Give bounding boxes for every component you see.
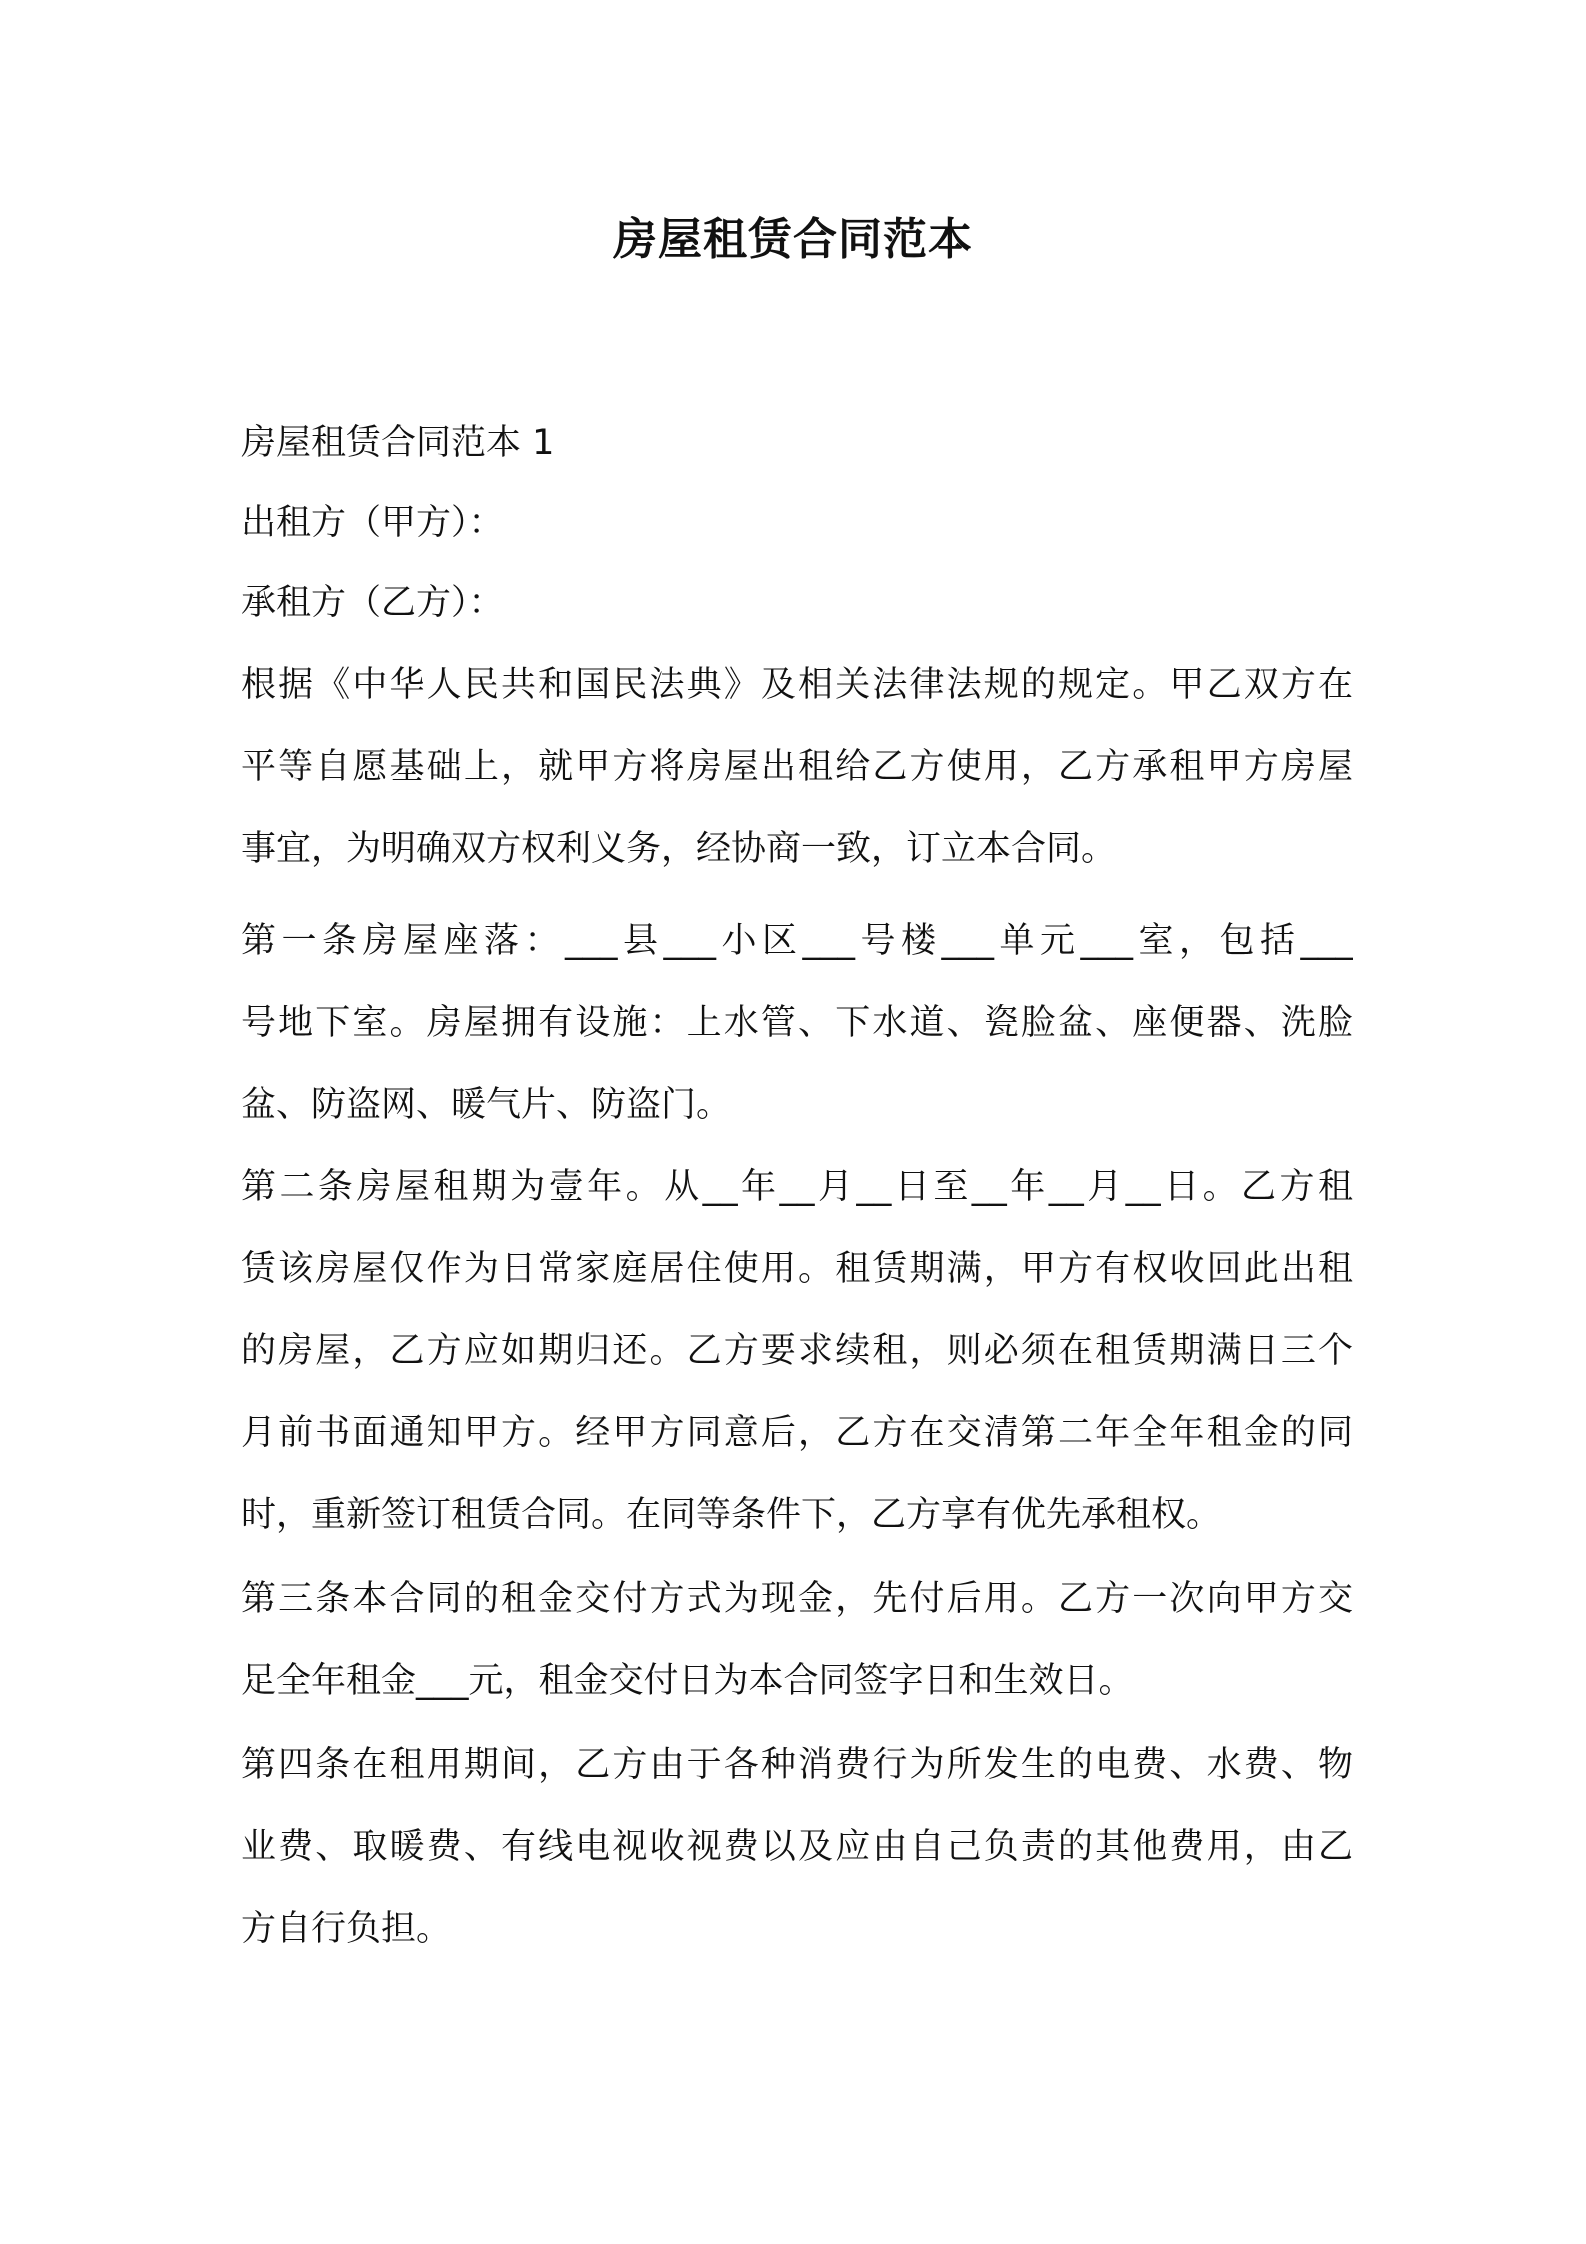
article-3-line: 第三条本合同的租金交付方式为现金，先付后用。乙方一次向甲方交 — [241, 1579, 1353, 1619]
article-2-line: 赁该房屋仅作为日常家庭居住使用。租赁期满，甲方有权收回此出租 — [241, 1249, 1353, 1289]
intro-line: 根据《中华人民共和国民法典》及相关法律法规的规定。甲乙双方在 — [241, 665, 1353, 705]
article-1-line: 第一条房屋座落：___县___小区___号楼___单元___室，包括___ — [241, 921, 1353, 961]
intro-line: 事宜，为明确双方权利义务，经协商一致，订立本合同。 — [241, 829, 1117, 869]
article-1-line: 盆、防盗网、暖气片、防盗门。 — [241, 1085, 732, 1125]
article-2-line: 时，重新签订租赁合同。在同等条件下，乙方享有优先承租权。 — [241, 1495, 1222, 1535]
contract-subtitle: 房屋租赁合同范本 1 — [241, 423, 555, 463]
article-4-line: 业费、取暖费、有线电视收视费以及应由自己负责的其他费用，由乙 — [241, 1827, 1353, 1867]
article-1-line: 号地下室。房屋拥有设施：上水管、下水道、瓷脸盆、座便器、洗脸 — [241, 1003, 1353, 1043]
article-3-line: 足全年租金___元，租金交付日为本合同签字日和生效日。 — [241, 1661, 1134, 1701]
lessor-label: 出租方（甲方）： — [241, 503, 504, 543]
document-title: 房屋租赁合同范本 — [613, 214, 973, 265]
article-2-line: 的房屋，乙方应如期归还。乙方要求续租，则必须在租赁期满日三个 — [241, 1331, 1353, 1371]
article-2-line: 月前书面通知甲方。经甲方同意后，乙方在交清第二年全年租金的同 — [241, 1413, 1353, 1453]
article-2-line: 第二条房屋租期为壹年。从__年__月__日至__年__月__日。乙方租 — [241, 1167, 1353, 1207]
lessee-label: 承租方（乙方）： — [241, 583, 504, 623]
intro-line: 平等自愿基础上，就甲方将房屋出租给乙方使用，乙方承租甲方房屋 — [241, 747, 1353, 787]
article-4-line: 方自行负担。 — [241, 1909, 452, 1949]
article-4-line: 第四条在租用期间，乙方由于各种消费行为所发生的电费、水费、物 — [241, 1745, 1353, 1785]
